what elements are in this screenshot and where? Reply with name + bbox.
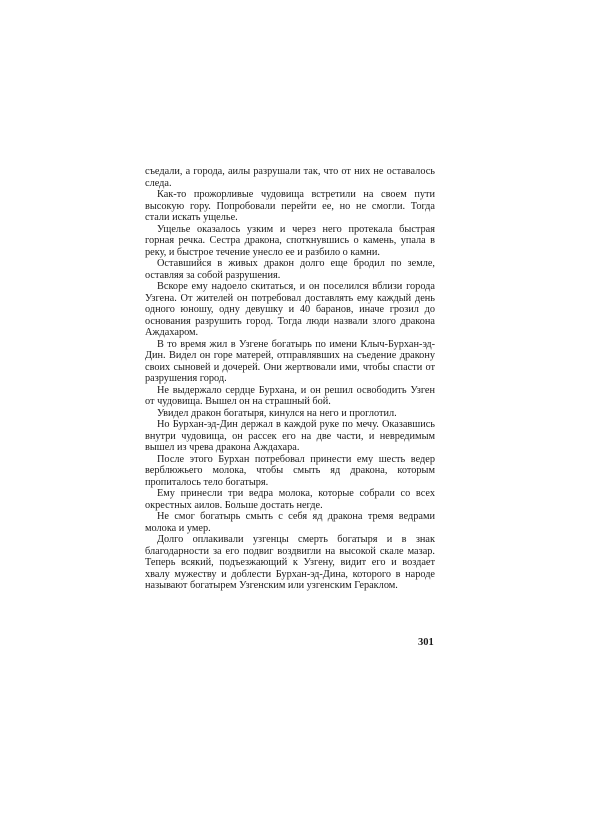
paragraph-12: Не смог богатырь смыть с себя яд дракона тремя ведрами молока и умер. <box>145 511 435 534</box>
paragraph-13: Долго оплакивали узгенцы смерть богатыря и в знак благодарности за его подвиг воздвигли на высокой скале мазар. Теперь всякий, подъезжающий к Узгену, видит его и воздает хвалу мужеству и доблести Бурхан-эд-Дина, которого в народе называют богатырем Узгенским или узгенским Гераклом. <box>145 534 435 591</box>
paragraph-5: Вскоре ему надоело скитаться, и он поселился вблизи города Узгена. От жителей он потребовал доставлять ему каждый день одного юношу, одну девушку и 40 баранов, иначе грозил до основания разрушить город. Тогда люди назвали злого дракона Аждахаром. <box>145 281 435 338</box>
paragraph-1: съедали, а города, аилы разрушали так, что от них не оставалось следа. <box>145 166 435 189</box>
paragraph-2: Как-то прожорливые чудовища встретили на своем пути высокую гору. Попробовали перейти ее, но не смогли. Тогда стали искать ущелье. <box>145 189 435 223</box>
page-number: 301 <box>418 637 434 648</box>
paragraph-11: Ему принесли три ведра молока, которые собрали со всех окрестных аилов. Больше достать негде. <box>145 488 435 511</box>
paragraph-3: Ущелье оказалось узким и через него протекала быстрая горная речка. Сестра дракона, споткнувшись о камень, упала в реку, и быстрое течение унесло ее и разбило о камни. <box>145 223 435 258</box>
paragraph-7: Не выдержало сердце Бурхана, и он решил освободить Узген от чудовища. Вышел он на страшный бой. <box>145 384 435 407</box>
page-text <box>145 166 435 592</box>
paragraph-8: Увидел дракон богатыря, кинулся на него и проглотил. <box>157 407 397 419</box>
paragraph-9: Но Бурхан-эд-Дин держал в каждой руке по мечу. Оказавшись внутри чудовища, он рассек его на две части, и невредимым вышел из чрева дракона Аждахара. <box>145 419 435 453</box>
paragraph-6: В то время жил в Узгене богатырь по имени Клыч-Бурхан-эд-Дин. Видел он горе матерей, отправлявших на съедение дракону своих сыновей и дочерей. Они жертвовали ими, чтобы спасти от разрушения город. <box>145 338 435 384</box>
paragraph-4: Оставшийся в живых дракон долго еще бродил по земле, оставляя за собой разрушения. <box>145 258 435 281</box>
paragraph-10: После этого Бурхан потребовал принести ему шесть ведер верблюжьего молока, чтобы смыть яд дракона, которым пропиталось тело богатыря. <box>145 453 435 488</box>
